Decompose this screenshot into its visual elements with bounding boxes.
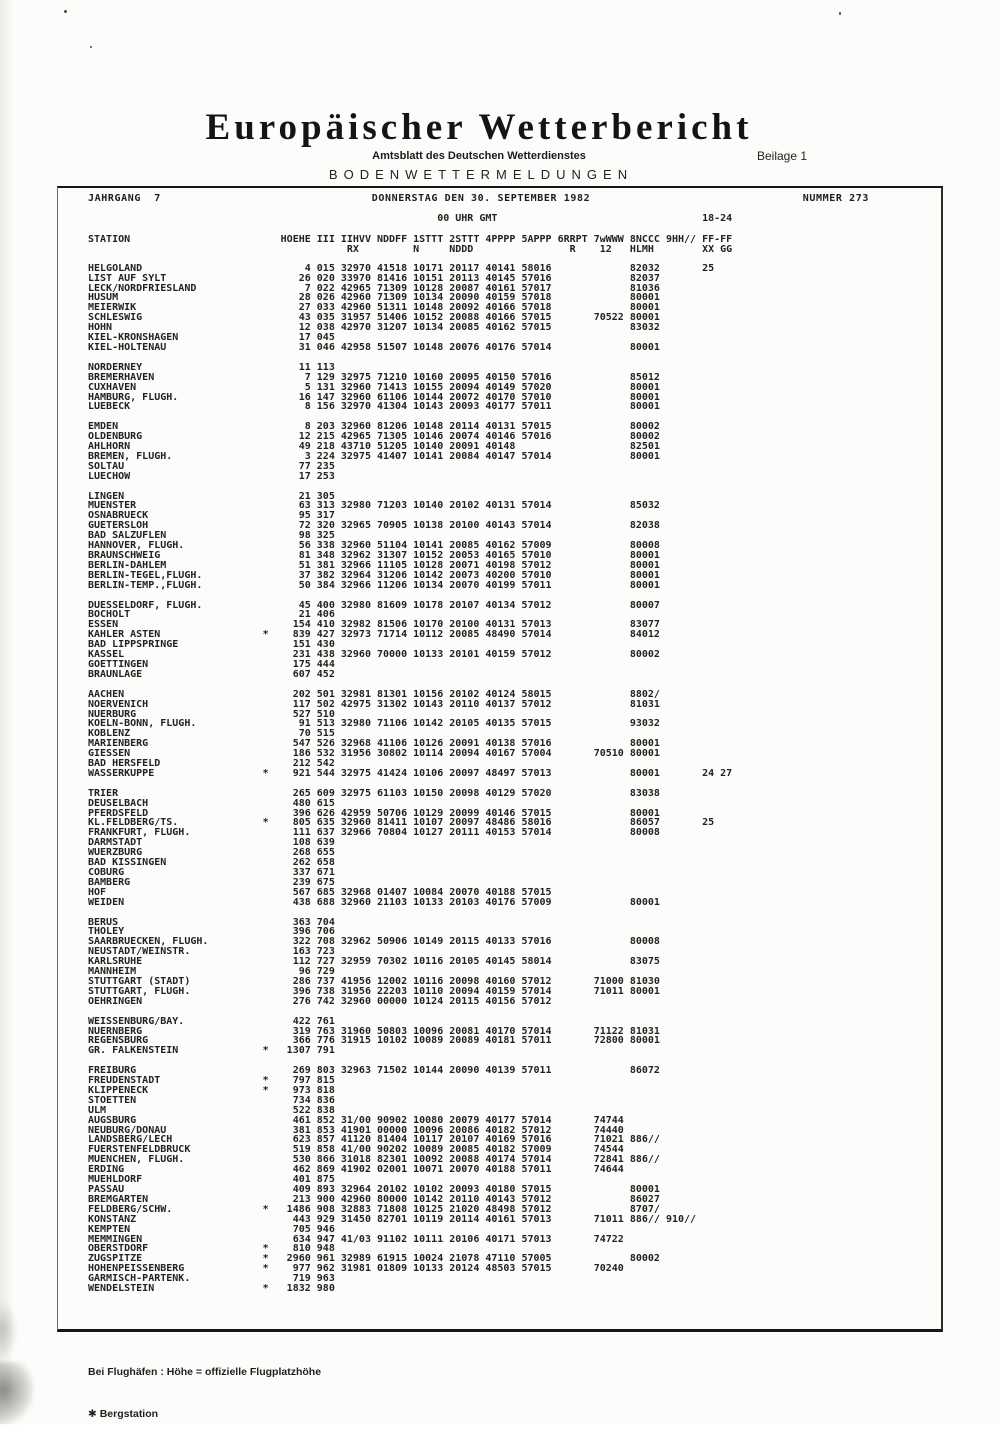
table-row: OLDENBURG 12 215 42965 71305 10146 20074 40146 57016 80002: [88, 431, 697, 443]
section-heading: BODENWETTERMELDUNGEN: [328, 167, 634, 182]
table-row: OEHRINGEN 276 742 32960 00000 10124 20115 40156 57012: [88, 995, 697, 1007]
table-row: MANNHEIM 96 729: [88, 966, 697, 978]
table-row: EMDEN 8 203 32960 81206 10148 20114 40131 57015 80002: [88, 421, 697, 433]
table-row: LUECHOW 17 253: [88, 470, 697, 482]
table-row: BAD LIPPSPRINGE 151 430: [88, 639, 697, 651]
table-row: WENDELSTEIN * 1832 980: [88, 1283, 697, 1295]
table-row: PFERDSFELD 396 626 42959 50706 10129 20099 40146 57015 80001: [88, 807, 697, 819]
table-row: BERLIN-TEMP.,FLUGH. 50 384 32966 11206 10134 20070 40199 57011 80001: [88, 579, 697, 591]
table-row: SOLTAU 77 235: [88, 460, 697, 472]
table-row: BREMEN, FLUGH. 3 224 32975 41407 10141 20084 40147 57014 80001: [88, 450, 697, 462]
table-row: AUGSBURG 461 852 31/00 90902 10080 20079 40177 57014 74744: [88, 1114, 697, 1126]
table-row: LINGEN 21 305: [88, 490, 697, 502]
table-row: BAD KISSINGEN 262 658: [88, 857, 697, 869]
table-row: LIST AUF SYLT 26 020 33970 81416 10151 20113 40145 57016 82037: [88, 272, 697, 284]
table-row: KIEL-KRONSHAGEN 17 045: [88, 332, 697, 344]
table-row: KEMPTEN 705 946: [88, 1223, 697, 1235]
table-row: KIEL-HOLTENAU 31 046 42958 51507 10148 20076 40176 57014 80001: [88, 341, 697, 353]
table-row: KOELN-BONN, FLUGH. 91 513 32980 71106 10142 20105 40135 57015 93032: [88, 718, 697, 730]
table-row: WEISSENBURG/BAY. 422 761: [88, 1015, 697, 1027]
table-row: HOF 567 685 32968 01407 10084 20070 40188 57015: [88, 886, 697, 898]
table-row: BAD SALZUFLEN 98 325: [88, 530, 697, 542]
table-row: HANNOVER, FLUGH. 56 338 32960 51104 10141 20085 40162 57009 80008: [88, 540, 697, 552]
table-row: FUERSTENFELDBRUCK 519 858 41/00 90202 10089 20085 40182 57009 74544: [88, 1144, 697, 1156]
page-title: Europäischer Wetterbericht: [205, 107, 753, 148]
table-row: HUSUM 28 026 42960 71309 10134 20090 40159 57018 80001: [88, 292, 697, 304]
scan-smudge: [0, 1362, 34, 1424]
footnotes: [88, 1337, 321, 1449]
table-row: CUXHAVEN 5 131 32960 71413 10155 20094 40149 57020 80001: [88, 381, 697, 393]
table-row: AHLHORN 49 218 43710 51205 10140 20091 40148 82501: [88, 441, 697, 453]
table-row: AACHEN 202 501 32981 81301 10156 20102 40124 58015 8802/: [88, 688, 697, 700]
table-row: GR. FALKENSTEIN * 1307 791: [88, 1045, 697, 1057]
table-row: BRAUNLAGE 607 452: [88, 668, 697, 680]
table-row: WASSERKUPPE * 921 544 32975 41424 10106 20097 48497 57013 80001 24 27: [88, 767, 733, 779]
table-row: SCHLESWIG 43 035 31957 51406 10152 20088 40166 57015 70522 80001: [88, 312, 697, 324]
table-row: KLIPPENECK * 973 818: [88, 1084, 697, 1096]
table-row: HELGOLAND 4 015 32970 41518 10171 20117 40141 58016 82032 25: [88, 262, 715, 274]
table-row: BAD HERSFELD 212 542: [88, 758, 697, 770]
table-row: THOLEY 396 706: [88, 926, 697, 938]
volume-label: JAHRGANG 7: [88, 193, 161, 204]
table-row: MEIERWIK 27 033 42960 51311 10148 20092 40166 57018 80001: [88, 302, 697, 314]
table-row: DUESSELDORF, FLUGH. 45 400 32980 81609 10178 20107 40134 57012 80007: [88, 599, 697, 611]
table-row: STUTTGART (STADT) 286 737 41956 12002 10116 20098 40160 57012 71000 81030: [88, 975, 697, 987]
table-row: BREMGARTEN 213 900 42960 80000 10142 20110 40143 57012 86027: [88, 1193, 697, 1205]
footnote-airport-height: Bei Flughäfen : Höhe = offizielle Flugplatzhöhe: [88, 1366, 322, 1378]
table-row: KONSTANZ 443 929 31450 82701 10119 20114 40161 57013 71011 886// 910//: [88, 1213, 697, 1225]
table-time-header: 00 UHR GMT 18-24: [88, 213, 733, 224]
table-row: BERLIN-DAHLEM 51 381 32966 11105 10128 20071 40198 57012 80001: [88, 559, 697, 571]
scan-speck: [839, 12, 841, 15]
table-row: LANDSBERG/LECH 623 857 41120 81404 10117 20107 40169 57016 71021 886//: [88, 1134, 697, 1146]
table-row: MARIENBERG 547 526 32968 41106 10126 20091 40138 57016 80001: [88, 738, 697, 750]
table-row: GARMISCH-PARTENK. 719 963: [88, 1273, 697, 1285]
table-row: WEIDEN 438 688 32960 21103 10133 20103 40176 57009 80001: [88, 896, 697, 908]
table-row: KARLSRUHE 112 727 32959 70302 10116 20105 40145 58014 83075: [88, 956, 697, 968]
table-row: GOETTINGEN 175 444: [88, 658, 697, 670]
table-row: ERDING 462 869 41902 02001 10071 20070 40188 57011 74644: [88, 1164, 697, 1176]
table-row: BOCHOLT 21 406: [88, 609, 697, 621]
table-row: LUEBECK 8 156 32970 41304 10143 20093 40177 57011 80001: [88, 401, 697, 413]
table-row: SAARBRUECKEN, FLUGH. 322 708 32962 50906 10149 20115 40133 57016 80008: [88, 936, 697, 948]
table-subcolumn-header: RX N NDDD R 12 HLMH XX GG: [88, 243, 733, 255]
table-row: FELDBERG/SCHW. * 1486 908 32883 71808 10125 21020 48498 57012 8707/: [88, 1203, 697, 1215]
table-row: DEUSELBACH 480 615: [88, 797, 697, 809]
table-row: KOBLENZ 70 515: [88, 728, 697, 740]
table-row: PASSAU 409 893 32964 20102 10102 20093 40180 57015 80001: [88, 1184, 697, 1195]
table-row: MUENCHEN, FLUGH. 530 866 31018 82301 10092 20088 40174 57014 72841 886//: [88, 1154, 697, 1166]
scan-edge-shading: [0, 0, 14, 1424]
table-row: STOETTEN 734 836: [88, 1094, 697, 1106]
table-row: MUEHLDORF 401 875: [88, 1174, 697, 1186]
table-row: BERUS 363 704: [88, 916, 697, 928]
table-row: ESSEN 154 410 32982 81506 10170 20100 40131 57013 83077: [88, 619, 697, 631]
table-row: MEMMINGEN 634 947 41/03 91102 10111 20106 40171 57013 74722: [88, 1233, 697, 1245]
table-row: FRANKFURT, FLUGH. 111 637 32966 70804 10127 20111 40153 57014 80008: [88, 827, 697, 839]
issue-date: DONNERSTAG DEN 30. SEPTEMBER 1982: [371, 193, 591, 204]
table-row: BREMERHAVEN 7 129 32975 71210 10160 20095 40150 57016 85012: [88, 371, 697, 383]
table-row: NORDERNEY 11 113: [88, 361, 697, 373]
table-row: MUENSTER 63 313 32980 71203 10140 20102 40131 57014 85032: [88, 500, 697, 512]
table-row: GIESSEN 186 532 31956 30802 10114 20094 40167 57004 70510 80001: [88, 748, 697, 760]
table-row: HOHENPEISSENBERG * 977 962 31981 01809 10133 20124 48503 57015 70240: [88, 1263, 697, 1275]
table-row: KAHLER ASTEN * 839 427 32973 71714 10112 20085 48490 57014 84012: [88, 629, 697, 641]
table-row: HAMBURG, FLUGH. 16 147 32960 61106 10144 20072 40170 57010 80001: [88, 391, 697, 403]
table-row: HOHN 12 038 42970 31207 10134 20085 40162 57015 83032: [88, 322, 697, 334]
table-row: COBURG 337 671: [88, 867, 697, 878]
scan-speck: [64, 10, 67, 13]
supplement-label: Beilage 1: [757, 149, 808, 163]
table-row: LECK/NORDFRIESLAND 7 022 42965 71309 10128 20087 40161 57017 81036: [88, 282, 697, 294]
table-column-header: STATION HOEHE III IIHVV NDDFF 1STTT 2STTT 4PPPP 5APPP 6RRPT 7wWWW 8NCCC 9HH// FF-FF: [88, 233, 733, 245]
table-row: STUTTGART, FLUGH. 396 738 31956 22203 10110 20094 40159 57014 71011 80001: [88, 985, 697, 997]
table-row: FREIBURG 269 803 32963 71502 10144 20090 40139 57011 86072: [88, 1065, 697, 1077]
table-row: BRAUNSCHWEIG 81 348 32962 31307 10152 20053 40165 57010 80001: [88, 550, 697, 561]
scan-smudge: [0, 1300, 18, 1360]
scan-speck: [90, 46, 92, 48]
table-row: KL.FELDBERG/TS. * 805 635 32960 81411 10107 20097 48486 58016 86057 25: [88, 817, 715, 829]
table-row: TRIER 265 609 32975 61103 10150 20098 40129 57020 83038: [88, 787, 697, 799]
table-row: WUERZBURG 268 655: [88, 847, 697, 859]
table-row: NEUBURG/DONAU 381 853 41901 00000 10096 20086 40182 57012 74440: [88, 1124, 697, 1136]
table-row: KASSEL 231 438 32960 70000 10133 20101 40159 57012 80002: [88, 649, 697, 661]
table-row: ULM 522 838: [88, 1104, 697, 1116]
station-report-table: [88, 214, 732, 1294]
table-row: FREUDENSTADT * 797 815: [88, 1075, 697, 1087]
table-row: OSNABRUECK 95 317: [88, 510, 697, 522]
table-row: DARMSTADT 108 639: [88, 837, 697, 849]
masthead-subtitle: Amtsblatt des Deutschen Wetterdienstes: [372, 150, 586, 162]
table-row: NOERVENICH 117 502 42975 31302 10143 20110 40137 57012 81031: [88, 698, 697, 710]
report-table-frame: [57, 186, 943, 1332]
table-row: BERLIN-TEGEL,FLUGH. 37 382 32964 31206 10142 20073 40200 57010 80001: [88, 569, 697, 581]
table-row: ZUGSPITZE * 2960 961 32989 61915 10024 21078 47110 57005 80002: [88, 1253, 697, 1265]
table-row: OBERSTDORF * 810 948: [88, 1243, 697, 1255]
table-row: NUERNBERG 319 763 31960 50803 10096 20081 40170 57014 71122 81031: [88, 1025, 697, 1037]
footnote-mountain-station: ✱ Bergstation: [88, 1408, 159, 1420]
table-row: NEUSTADT/WEINSTR. 163 723: [88, 946, 697, 958]
table-row: GUETERSLOH 72 320 32965 70905 10138 20100 40143 57014 82038: [88, 520, 697, 532]
table-row: BAMBERG 239 675: [88, 876, 697, 888]
issue-number: NUMMER 273: [802, 193, 869, 204]
table-row: NUERBURG 527 510: [88, 708, 697, 720]
table-row: REGENSBURG 366 776 31915 10102 10089 20089 40181 57011 72800 80001: [88, 1035, 697, 1047]
